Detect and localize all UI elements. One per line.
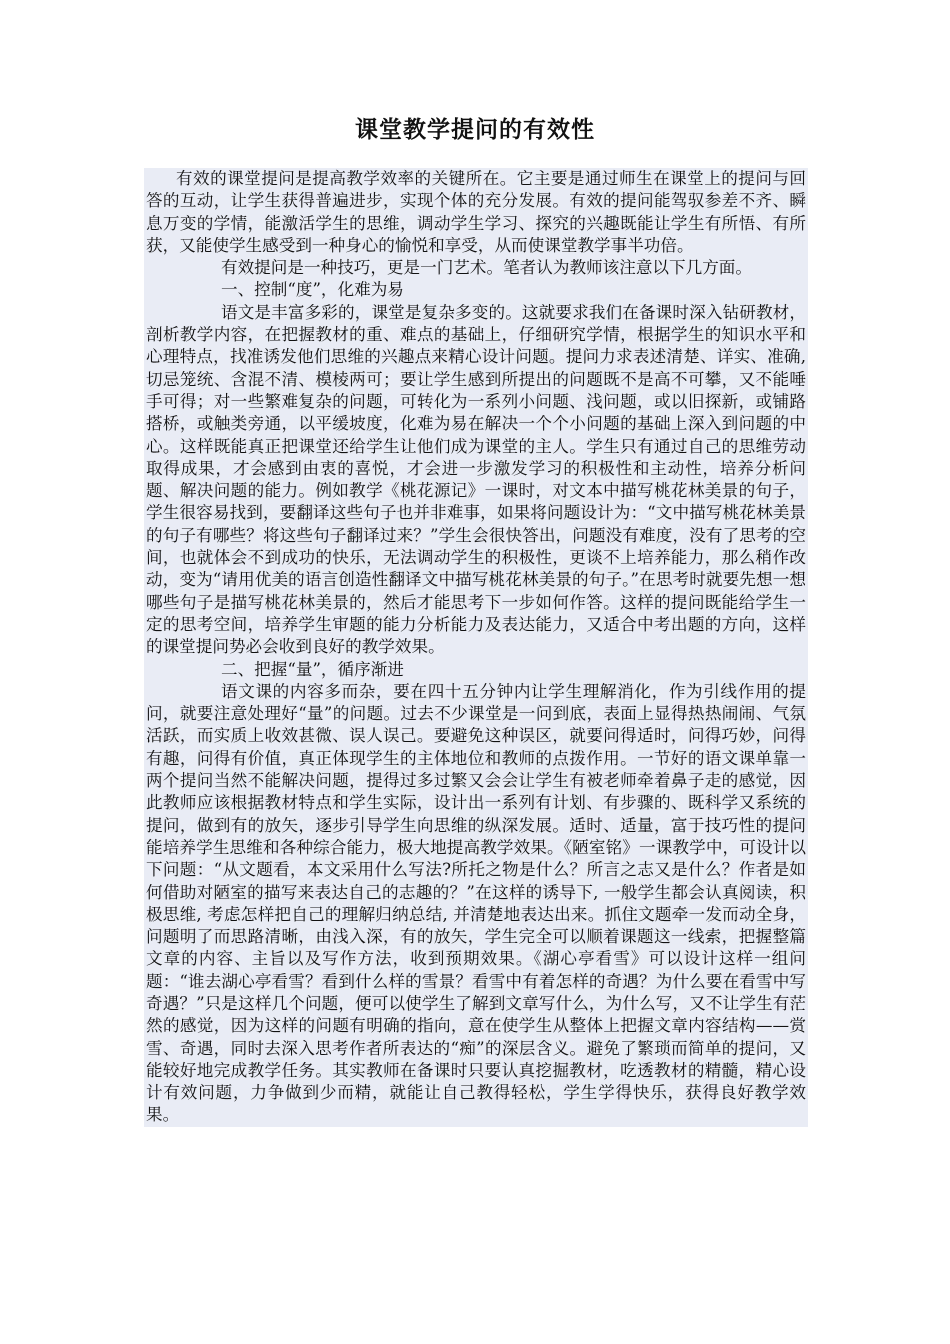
section-heading-1: 一、控制“度”，化难为易 xyxy=(144,279,808,301)
section-heading-2: 二、把握“量”，循序渐进 xyxy=(144,659,808,681)
paragraph-section-1: 语文是丰富多彩的，课堂是复杂多变的。这就要求我们在备课时深入钻研教材，剖析教学内容，在把握教材的重、难点的基础上，仔细研究学情，根据学生的知识水平和心理特点，找准诱发他们思维的兴趣点来精心设计问题。提问力求表述清楚、详实、准确, 切忌笼统、含混不清、模棱两可；要让学生感到所提出的问题既不是高不可攀，又不能唾手可得；对一些繁难复杂的问题，可转化为一系列小问题、浅问题，或以旧探新，或铺路搭桥，或触类旁通，以平缓坡度，化难为易在解决一个个小问题的基础上深入到问题的中心。这样既能真正把课堂还给学生让他们成为课堂的主人。学生只有通过自己的思维劳动取得成果，才会感到由衷的喜悦，才会进一步激发学习的积极性和主动性，培养分析问题、解决问题的能力。例如教学《桃花源记》一课时，对文本中描写桃花林美景的句子，学生很容易找到，要翻译这些句子也并非难事，如果将问题设计为：“文中描写桃花林美景的句子有哪些？将这些句子翻译过来？”学生会很快答出，问题没有难度，没有了思考的空间，也就体会不到成功的快乐，无法调动学生的积极性，更谈不上培养能力，那么稍作改动，变为“请用优美的语言创造性翻译文中描写桃花林美景的句子。”在思考时就要先想一想哪些句子是描写桃花林美景的，然后才能思考下一步如何作答。这样的提问既能给学生一定的思考空间，培养学生审题的能力分析能力及表达能力，又适合中考出题的方向，这样的课堂提问势必会收到良好的教学效果。 xyxy=(144,302,808,659)
document-body xyxy=(144,168,808,1127)
paragraph-overview: 有效提问是一种技巧，更是一门艺术。笔者认为教师该注意以下几方面。 xyxy=(144,257,808,279)
paragraph-section-2: 语文课的内容多而杂，要在四十五分钟内让学生理解消化，作为引线作用的提问，就要注意处理好“量”的问题。过去不少课堂是一问到底，表面上显得热热闹闹、气氛活跃，而实质上收效甚微、误人误己。要避免这种误区，就要问得适时，问得巧妙，问得有趣，问得有价值，真正体现学生的主体地位和教师的点拨作用。一节好的语文课单靠一两个提问当然不能解决问题，提得过多过繁又会会让学生有被老师牵着鼻子走的感觉，因此教师应该根据教材特点和学生实际，设计出一系列有计划、有步骤的、既科学又系统的提问，做到有的放矢，逐步引导学生向思维的纵深发展。适时、适量，富于技巧性的提问能培养学生思维和各种综合能力，极大地提高教学效果。《陋室铭》一课教学中，可设计以下问题：“从文题看，本文采用什么写法?所托之物是什么？所言之志又是什么？作者是如何借助对陋室的描写来表达自己的志趣的？”在这样的诱导下, 一般学生都会认真阅读，积极思维, 考虑怎样把自己的理解归纳总结, 并清楚地表达出来。抓住文题牵一发而动全身，问题明了而思路清晰，由浅入深，有的放矢，学生完全可以顺着课题这一线索，把握整篇文章的内容、主旨以及写作方法，收到预期效果。《湖心亭看雪》可以设计这样一组问题：“谁去湖心亭看雪？看到什么样的雪景？看雪中有着怎样的奇遇？为什么要在看雪中写奇遇？”只是这样几个问题，便可以使学生了解到文章写什么，为什么写，又不让学生有茫然的感觉，因为这样的问题有明确的指向，意在使学生从整体上把握文章内容结构——赏雪、奇遇，同时去深入思考作者所表达的“痴”的深层含义。避免了繁琐而简单的提问，又能较好地完成教学任务。其实教师在备课时只要认真挖掘教材，吃透教材的精髓，精心设计有效问题，力争做到少而精，就能让自己教得轻松，学生学得快乐，获得良好教学效果。 xyxy=(144,681,808,1127)
paragraph-intro: 有效的课堂提问是提高教学效率的关键所在。它主要是通过师生在课堂上的提问与回答的互动，让学生获得普遍进步，实现个体的充分发展。有效的提问能驾驭参差不齐、瞬息万变的学情，能激活学生的思维，调动学生学习、探究的兴趣既能让学生有所悟、有所获，又能使学生感受到一种身心的愉悦和享受，从而使课堂教学事半功倍。 xyxy=(144,168,808,257)
document-title: 课堂教学提问的有效性 xyxy=(355,117,595,143)
